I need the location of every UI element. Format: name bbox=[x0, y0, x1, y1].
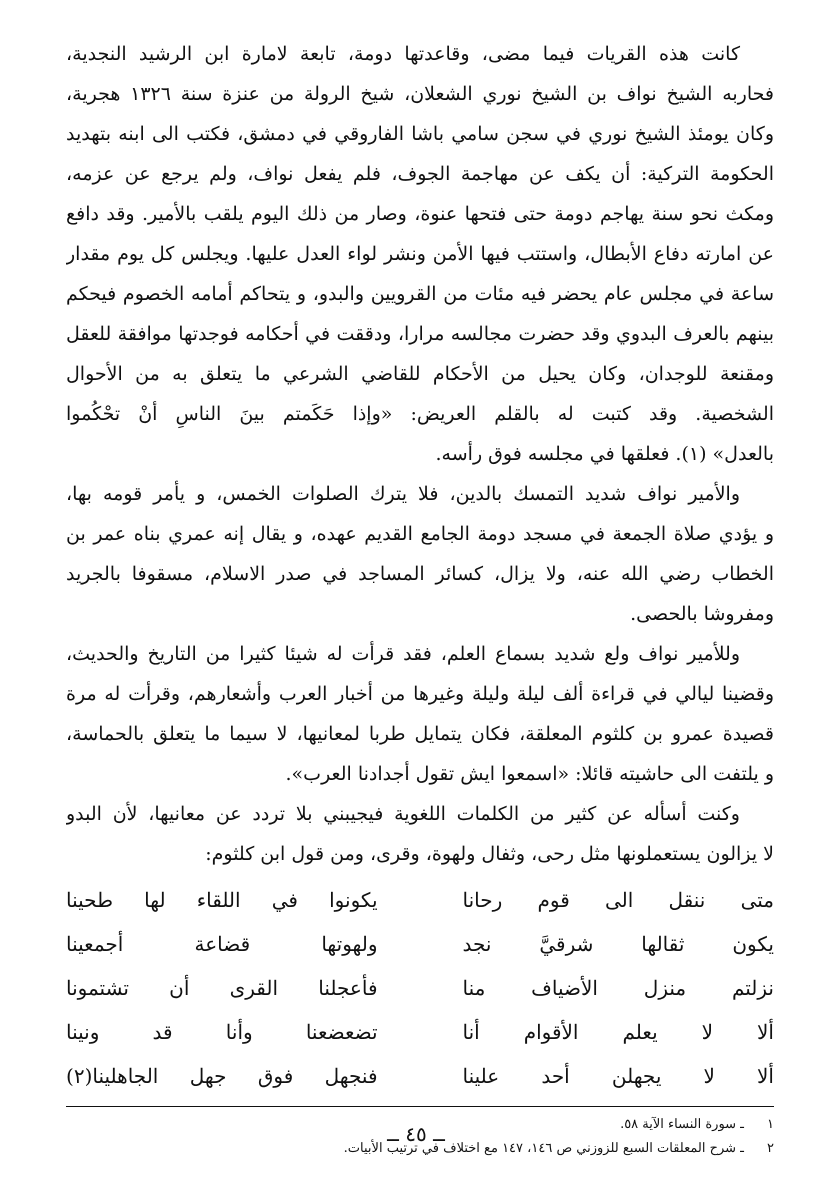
footnote-number: ١ bbox=[767, 1117, 774, 1132]
text-line: عن امارته دفاع الأبطال، واستتب فيها الأمن ونشر لواء العدل عليها. ويجلس كل يوم مقدار bbox=[66, 243, 774, 265]
text-line: وكان يومئذ الشيخ نوري في سجن سامي باشا الفاروقي في دمشق، فكتب الى ابنه بتهديد bbox=[66, 123, 774, 145]
footnote-divider bbox=[66, 1106, 774, 1107]
poem-first-hemistich: نزلتم منزل الأضياف منا bbox=[462, 976, 774, 1000]
text-line: ساعة في مجلس عام يحضر فيه مئات من القرويين والبدو، و يتحاكم أمامه الخصوم فيحكم bbox=[66, 283, 774, 305]
text-line: الشخصية. وقد كتبت له بالقلم العريض: «وإذا حَكَمتم بينَ الناسِ أنْ تحْكُموا bbox=[66, 403, 774, 425]
poem-couplet bbox=[66, 1010, 774, 1054]
poem-second-hemistich: فأعجلنا القرى أن تشتمونا bbox=[66, 976, 378, 1000]
text-line: بالعدل» (١). فعلقها في مجلسه فوق رأسه. bbox=[435, 443, 774, 465]
poem-first-hemistich: يكون ثقالها شرقيَّ نجد bbox=[462, 932, 774, 956]
text-line: و يلتفت الى حاشيته قائلا: «اسمعوا ايش تقول أجدادنا العرب». bbox=[285, 763, 774, 785]
text-line: وقضينا ليالي في قراءة ألف ليلة وليلة وغيرها من أخبار العرب وأشعارهم، وقرأت له مرة bbox=[66, 683, 774, 705]
footnote-text: ـ شرح المعلقات السبع للزوزني ص ١٤٦، ١٤٧ مع اختلاف في ترتيب الأبيات. bbox=[343, 1141, 744, 1156]
poem-first-hemistich: ألا لا يجهلن أحد علينا bbox=[462, 1064, 774, 1088]
text-line: و يؤدي صلاة الجمعة في مسجد دومة الجامع القديم عهده، و يقال إنه عمري بناه عمر بن bbox=[66, 523, 774, 545]
poem-second-hemistich: فنجهل فوق جهل الجاهلينا(٢) bbox=[66, 1064, 378, 1088]
text-line: ومفروشا بالحصى. bbox=[630, 603, 774, 625]
text-line: فحاربه الشيخ نواف بن الشيخ نوري الشعلان، شيخ الرولة من عنزة سنة ١٣٢٦ هجرية، bbox=[66, 83, 774, 105]
poem-first-hemistich: ألا لا يعلم الأقوام أنا bbox=[462, 1020, 774, 1044]
text-line: ومكث نحو سنة يهاجم دومة حتى فتحها عنوة، وصار من ذلك اليوم يلقب بالأمير. وقد دافع bbox=[66, 203, 774, 225]
text-line: لا يزالون يستعملونها مثل رحى، وثفال ولهوة، وقرى، ومن قول ابن كلثوم: bbox=[205, 843, 774, 865]
footnote-number: ٢ bbox=[767, 1141, 774, 1156]
poem-couplet bbox=[66, 966, 774, 1010]
body-text bbox=[66, 34, 774, 874]
poem-second-hemistich: يكونوا في اللقاء لها طحينا bbox=[66, 888, 378, 912]
poem-couplet bbox=[66, 1054, 774, 1098]
text-line: والأمير نواف شديد التمسك بالدين، فلا يترك الصلوات الخمس، و يأمر قومه بها، bbox=[66, 483, 740, 505]
text-line: الخطاب رضي الله عنه، ولا يزال، كسائر المساجد في صدر الاسلام، مسقوفا بالجريد bbox=[66, 563, 774, 585]
text-line: وللأمير نواف ولع شديد بسماع العلم، فقد قرأت له شيئا كثيرا من التاريخ والحديث، bbox=[66, 643, 740, 665]
poem-first-hemistich: متى ننقل الى قوم رحانا bbox=[462, 888, 774, 912]
poem-verses bbox=[66, 878, 774, 1098]
text-line: كانت هذه القريات فيما مضى، وقاعدتها دومة، تابعة لامارة ابن الرشيد النجدية، bbox=[66, 43, 741, 65]
text-line: ومقنعة للوجدان، وكان يحيل من الأحكام للقاضي الشرعي ما يتعلق به من الأحوال bbox=[66, 363, 774, 385]
text-line: الحكومة التركية: أن يكف عن مهاجمة الجوف، فلم يفعل نواف، ولم يرجع عن عزمه، bbox=[66, 163, 774, 185]
poem-couplet bbox=[66, 922, 774, 966]
text-line: قصيدة عمرو بن كلثوم المعلقة، فكان يتمايل طربا لمعانيها، لا سيما ما يتعلق بالحماسة، bbox=[66, 723, 774, 745]
text-line: بينهم بالعرف البدوي وقد حضرت مجالسه مرارا، ودققت في أحكامه فوجدتها موافقة للعقل bbox=[66, 323, 774, 345]
poem-second-hemistich: تضعضعنا وأنا قد ونينا bbox=[66, 1020, 378, 1044]
text-line: وكنت أسأله عن كثير من الكلمات اللغوية فيجيبني بلا تردد عن معانيها، لأن البدو bbox=[66, 803, 740, 825]
poem-second-hemistich: ولهوتها قضاعة أجمعينا bbox=[66, 932, 378, 956]
poem-couplet bbox=[66, 878, 774, 922]
footnote-text: ـ سورة النساء الآية ٥٨. bbox=[620, 1117, 744, 1132]
page-number: ــ ٤٥ ــ bbox=[387, 1122, 445, 1146]
